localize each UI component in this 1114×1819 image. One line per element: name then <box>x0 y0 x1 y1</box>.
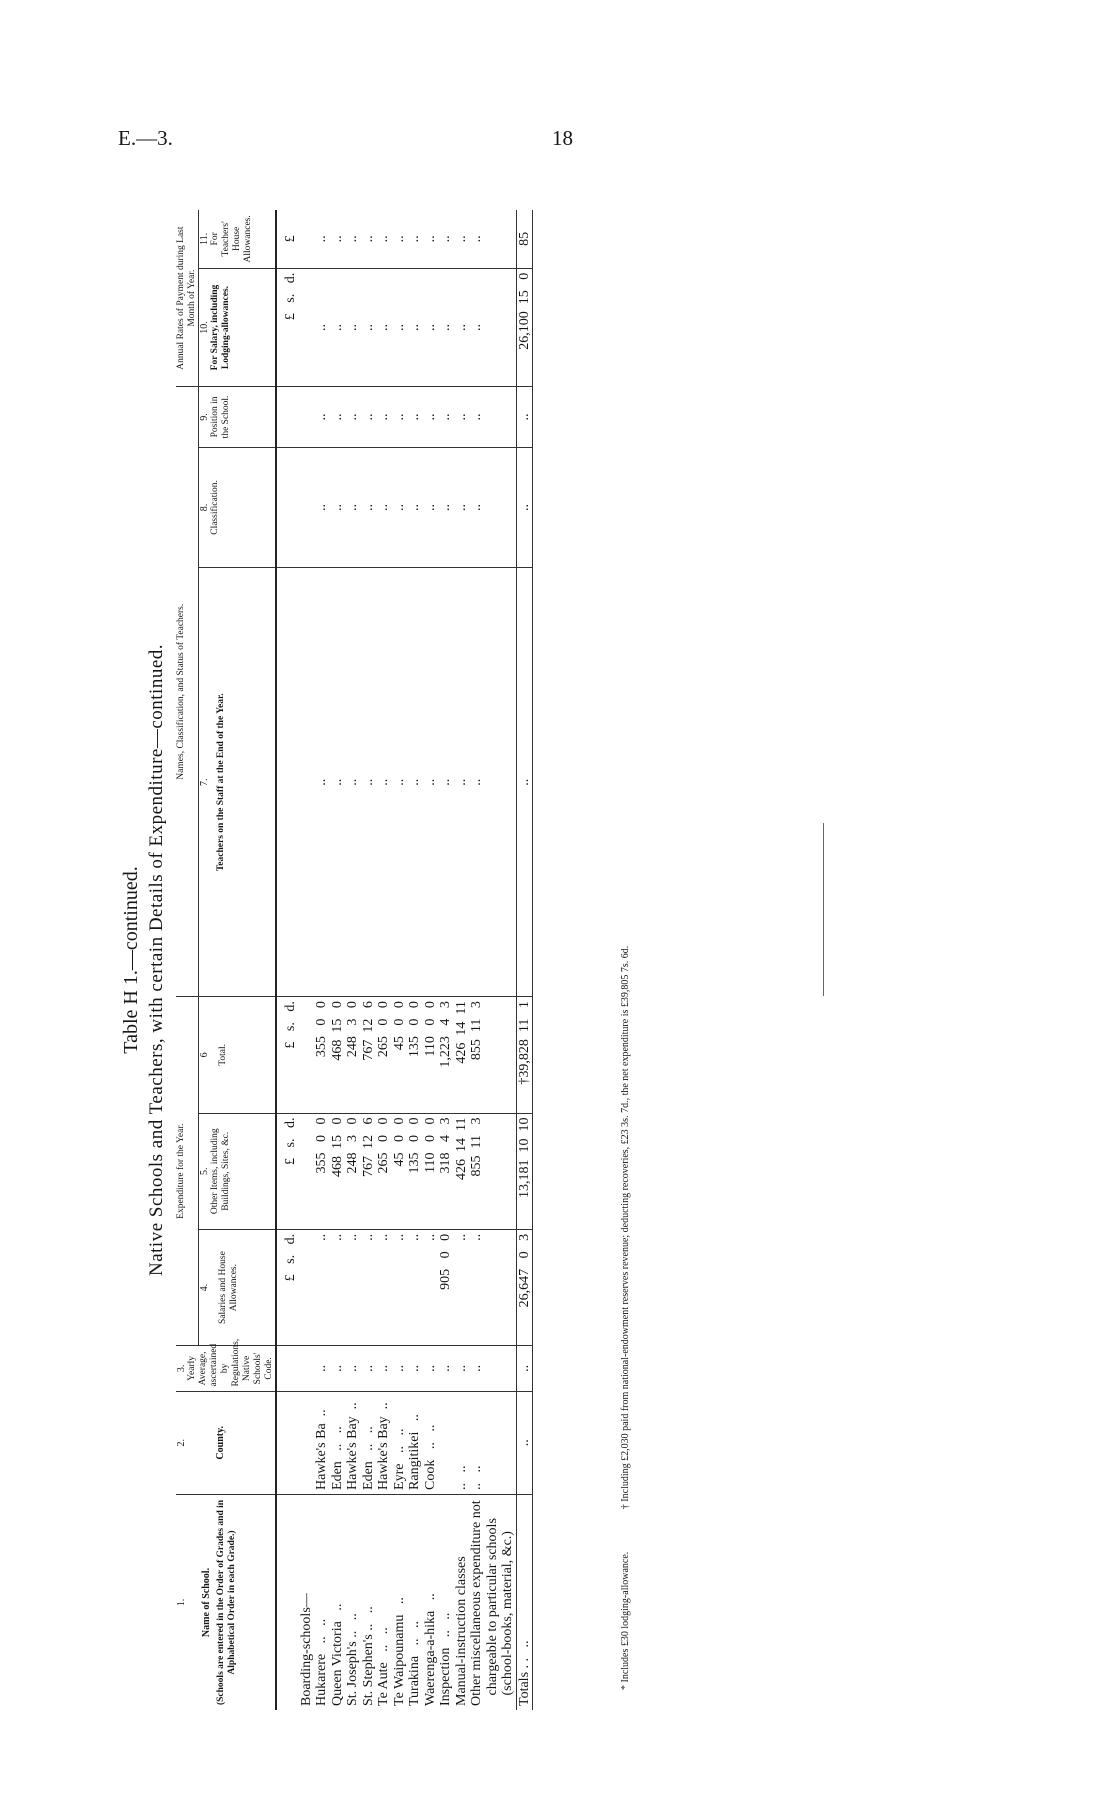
totals-row: Totals . . .. .. .. 26,647 0 3 13,181 10 10 †39,828 11 1 .. .. .. 26,100 15 0 85 <box>516 210 533 1710</box>
rotated-table-stage <box>120 210 650 1710</box>
col-salaries-header: 4. Salaries and House Allowances. <box>199 1229 277 1345</box>
table-row: St. Stephen's .. .. Eden .. .. .. .. 767 12 6 767 12 6 .. .. .. .. .. <box>361 210 377 1710</box>
stray-mark <box>823 823 824 996</box>
table-row: Te Aute .. .. Hawke's Bay .. .. .. 265 0 0 265 0 0 .. .. .. .. .. <box>376 210 392 1710</box>
col-teachers-header: 7. Teachers on the Staff at the End of the Year. <box>199 568 277 997</box>
table-row: St. Joseph's .. .. Hawke's Bay .. .. .. 248 3 0 248 3 0 .. .. .. .. .. <box>345 210 361 1710</box>
table-title: Table H 1.—continued. <box>120 866 142 1054</box>
table-row: Inspection .. .. .. 905 0 0 318 4 3 1,223 4 3 .. .. .. .. .. <box>438 210 454 1710</box>
table-row: Manual-instruction classes .. .. .. .. 426 14 11 426 14 11 .. .. .. .. .. <box>454 210 470 1710</box>
footnotes <box>620 210 631 1690</box>
table-row: Other miscellaneous expenditure not .. .. .. .. 855 11 3 855 11 3 .. .. .. .. .. <box>469 210 485 1710</box>
col1-number: 1. <box>176 1598 187 1607</box>
expenditure-table <box>176 210 533 1710</box>
col-salary-rate-header: 10. For Salary, including Lodging-allowances. <box>199 268 277 387</box>
table-row: (school-books, material, &c.) <box>500 210 516 1710</box>
table-row: Hukarere .. .. Hawke's Ba .. .. .. 355 0 0 355 0 0 .. .. .. .. .. <box>314 210 330 1710</box>
col-county-header <box>176 1391 276 1494</box>
footnote-dagger: † Including £2,030 paid from national-endowment reserves revenue; deducting recoveries, £23 3s. 7d., the net expenditure is £39,805 7s. 6d. <box>620 945 631 1510</box>
col-classification-header: 8. Classification. <box>199 447 277 568</box>
col2-number: 2. <box>176 1439 187 1447</box>
col1-note: (Schools are entered in the Order of Grades and in Alphabetical Order in each Grade.) <box>216 1499 237 1706</box>
group-teachers: Names, Classification, and Status of Teachers. <box>176 387 199 997</box>
group-rates: Annual Rates of Payment during Last Month of Year. <box>176 210 199 387</box>
col1-label: Name of School. <box>201 1567 212 1638</box>
units-row: £ s. d. £ s. d. £ s. d. £ s. d. £ <box>276 210 299 1710</box>
page-reference: E.—3. <box>118 126 173 150</box>
col3-number: 3. <box>176 1364 187 1373</box>
page-number: 18 <box>552 126 573 150</box>
table-row: Turakina .. .. Rangitikei .. .. .. 135 0 0 135 0 0 .. .. .. .. .. <box>407 210 423 1710</box>
col-total-header: 6 Total. <box>199 997 277 1113</box>
table-row: Boarding-schools— <box>299 210 315 1710</box>
table-row: Waerenga-a-hika .. Cook .. .. .. .. 110 0 0 110 0 0 .. .. .. .. .. <box>423 210 439 1710</box>
footnote-star: * Includes £30 lodging-allowance. <box>620 1551 631 1690</box>
col-other-header: 5. Other Items, including Buildings, Sites, &c. <box>199 1113 277 1229</box>
col-average-header <box>176 1338 276 1391</box>
col-school-header <box>176 1494 276 1710</box>
group-expenditure: Expenditure for the Year. <box>176 997 199 1346</box>
col3-label: Yearly Average, ascertained by Regulations, Native Schools' Code. <box>187 1338 274 1387</box>
table-row: chargeable to particular schools <box>485 210 501 1710</box>
col-position-header: 9. Position in the School. <box>199 387 277 447</box>
table-row: Queen Victoria .. Eden .. .. .. .. 468 15 0 468 15 0 .. .. .. .. .. <box>330 210 346 1710</box>
col-house-rate-header: 11. For Teachers' House Allowances. <box>199 210 277 268</box>
col2-label: County. <box>215 1425 226 1460</box>
table-subtitle: Native Schools and Teachers, with certain Details of Expenditure—continued. <box>146 643 167 1277</box>
table-row: Te Waipounamu .. Eyre .. .. .. .. 45 0 0 45 0 0 .. .. .. .. .. <box>392 210 408 1710</box>
